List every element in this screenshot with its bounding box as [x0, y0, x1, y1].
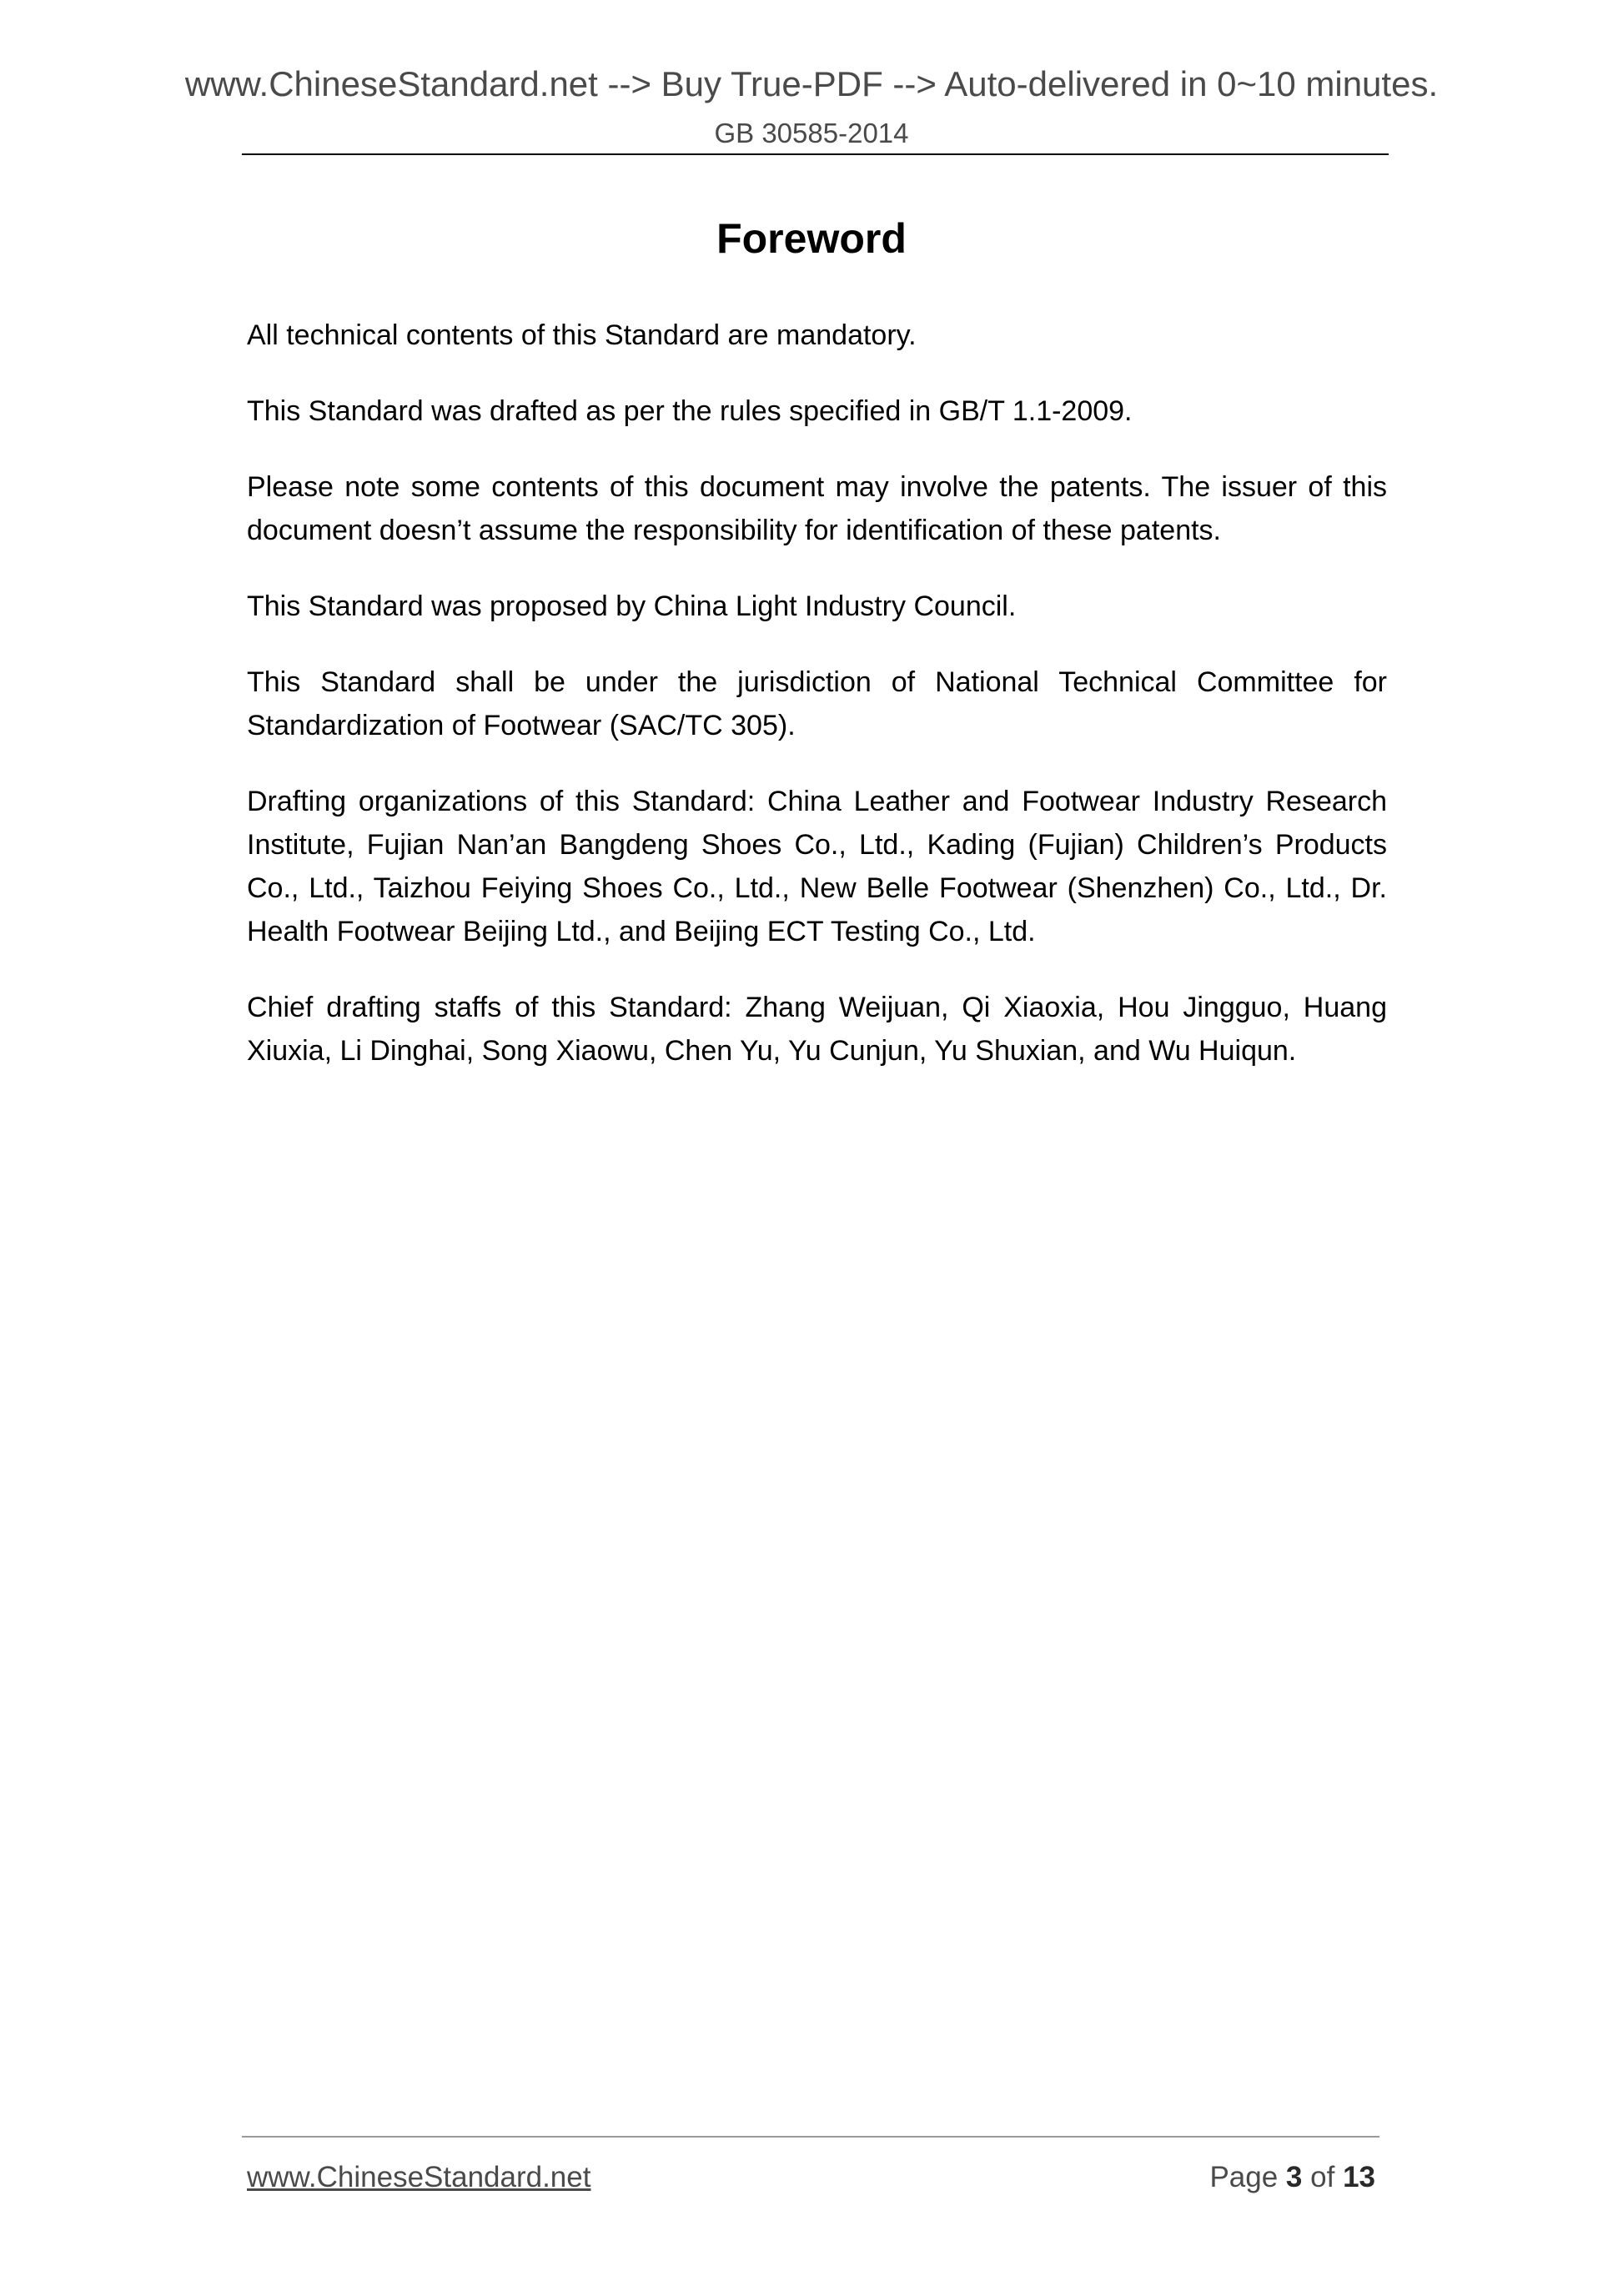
- paragraph-mandatory: All technical contents of this Standard are mandatory.: [247, 319, 917, 351]
- paragraph-drafting-organizations: Drafting organizations of this Standard: China Leather and Footwear Industry Research Institute, Fujian Nan’an Bangdeng Shoes Co., Ltd., Kading (Fujian) Children’s Products Co., Ltd., Taizhou Feiying Shoes Co., Ltd., New Belle Footwear (Shenzhen) Co., Ltd., Dr. Health Footwear Beijing Ltd., and Beijing ECT Testing Co., Ltd.: [247, 786, 1387, 947]
- footer-divider: [242, 2136, 1379, 2138]
- foreword-body: [247, 314, 1387, 1105]
- page-label: Page: [1209, 2161, 1279, 2193]
- page-of-label: of: [1310, 2161, 1335, 2193]
- page-title: Foreword: [716, 215, 907, 262]
- header-banner: www.ChineseStandard.net --> Buy True-PDF --> Auto-delivered in 0~10 minutes.: [184, 64, 1439, 103]
- page-current: 3: [1285, 2161, 1303, 2193]
- page-total: 13: [1343, 2161, 1375, 2193]
- standard-code: GB 30585-2014: [714, 118, 909, 148]
- paragraph-drafting-rules: This Standard was drafted as per the rules specified in GB/T 1.1-2009.: [247, 395, 1133, 427]
- paragraph-patents: Please note some contents of this document may involve the patents. The issuer of this document doesn’t assume the responsibility for identification of these patents.: [247, 471, 1387, 546]
- page-number: [1209, 2160, 1375, 2195]
- paragraph-proposed-by: This Standard was proposed by China Light Industry Council.: [247, 590, 1017, 622]
- footer-website-link[interactable]: www.ChineseStandard.net: [247, 2161, 591, 2193]
- header-divider: [242, 153, 1389, 155]
- paragraph-chief-drafting-staff: Chief drafting staffs of this Standard: Zhang Weijuan, Qi Xiaoxia, Hou Jingguo, Huang Xiuxia, Li Dinghai, Song Xiaowu, Chen Yu, Yu Cunjun, Yu Shuxian, and Wu Huiqun.: [247, 992, 1387, 1067]
- paragraph-jurisdiction: This Standard shall be under the jurisdiction of National Technical Committee for Standardization of Footwear (SAC/TC 305).: [247, 666, 1387, 741]
